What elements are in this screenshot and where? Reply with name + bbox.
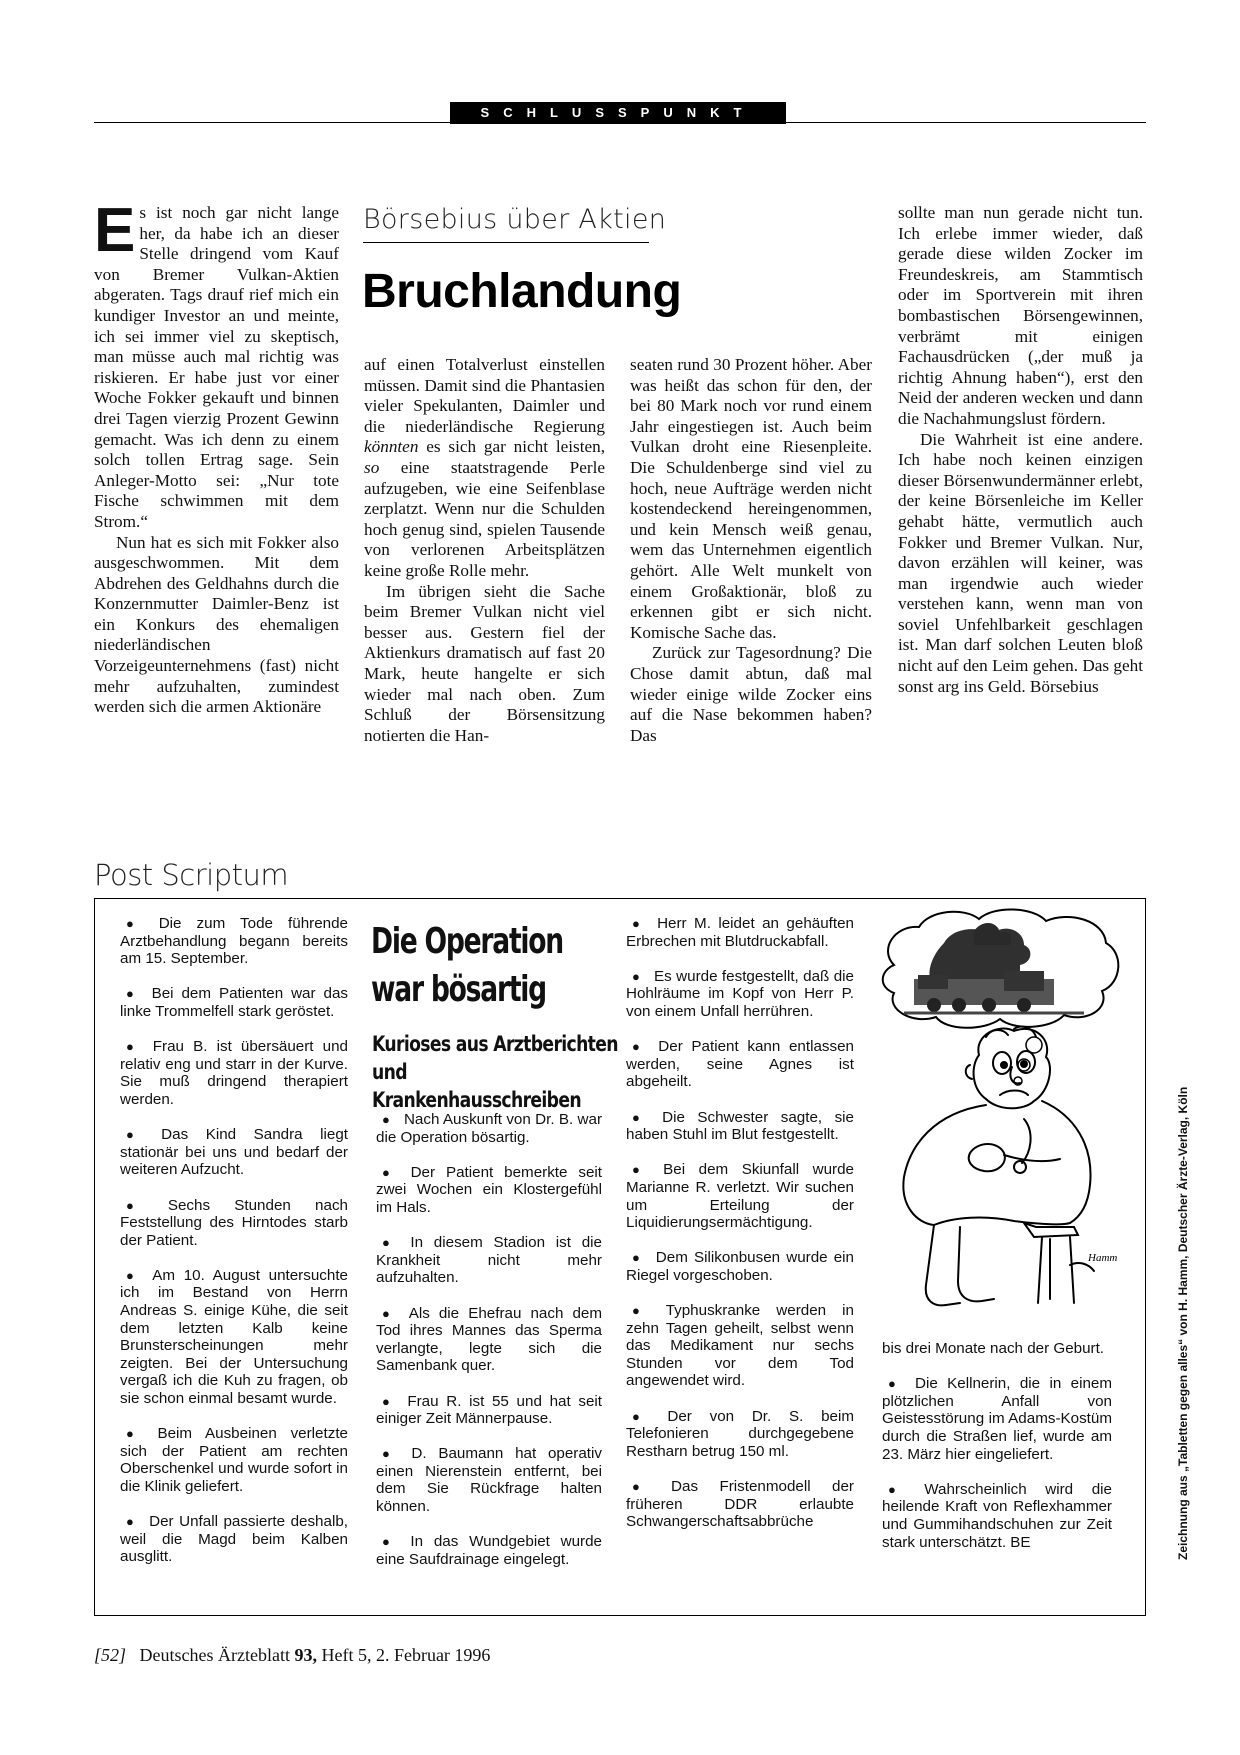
- list-item: ● Das Kind Sandra liegt stationär bei uns und bedarf der weiteren Aufzucht.: [120, 1126, 348, 1179]
- list-item: ● Als die Ehefrau nach dem Tod ihres Mannes das Sperma verlangte, legte sich die Samenbank quer.: [376, 1304, 602, 1375]
- journal-issue: Heft 5, 2. Februar 1996: [321, 1645, 491, 1665]
- list-item: ● Der von Dr. S. beim Telefonieren durchgegebene Restharn betrug 150 ml.: [626, 1407, 855, 1460]
- list-item: ● Die zum Tode führende Arztbehandlung begann bereits am 15. September.: [120, 915, 348, 968]
- cartoon-signature: Hamm: [1088, 1252, 1118, 1264]
- postscriptum-column-1: [120, 915, 348, 1584]
- bullet-icon: ●: [126, 1127, 148, 1143]
- bullet-icon: ●: [126, 1514, 136, 1530]
- bullet-icon: ●: [632, 1250, 642, 1266]
- bullet-icon: ●: [382, 1164, 397, 1180]
- bullet-icon: ●: [126, 1267, 139, 1283]
- article-paragraph: auf einen Totalverlust einstellen müssen. Damit sind die Phantasien vieler Spekulanten, Daimler und die niederländische Regierung könnten es sich gar nicht leisten, so eine staatstragende Perle aufzugeben, wie eine Seifenblase zerplatzt. Wenn nur die Schulden hoch genug sind, spielen Tausende von verlorenen Arbeitsplätzen keine große Rolle mehr.: [364, 355, 605, 580]
- bullet-icon: ●: [382, 1534, 397, 1550]
- postscriptum-column-2: [376, 1111, 602, 1586]
- bullet-icon: ●: [632, 1109, 649, 1125]
- bullet-icon: ●: [382, 1393, 394, 1409]
- sitting-man: [903, 1027, 1094, 1306]
- article-paragraph: Nun hat es sich mit Fokker also ausgeschwommen. Mit dem Abdrehen des Geldhahns durch die Konzernmutter Daimler-Benz ist ein Konkurs des ehemaligen niederländischen Vorzeigeunternehmens (fast) nicht mehr aufzuhalten, zumindest werden sich die armen Aktionäre: [94, 532, 339, 717]
- list-item: ● Der Patient kann entlassen werden, seine Agnes ist abgeheilt.: [626, 1038, 854, 1091]
- list-item: ● Bei dem Skiunfall wurde Marianne R. verletzt. Wir suchen um Erteilung der Liquidierungsermächtigung.: [626, 1161, 854, 1232]
- postscriptum-column-3: [626, 915, 854, 1548]
- list-item: ● Der Patient bemerkte seit zwei Wochen ein Klostergefühl im Hals.: [376, 1163, 603, 1216]
- page-footer: [94, 1645, 490, 1666]
- journal-volume: 93,: [294, 1645, 317, 1665]
- article-paragraph: seaten rund 30 Prozent höher. Aber was heißt das schon für den, der bei 80 Mark noch vor rund einem Jahr eingestiegen ist. Auch beim Vulkan droht eine Riesenpleite. Die Schuldenberge sind viel zu hoch, neue Aufträge werden nicht kostendeckend hereingenommen, und kein Mensch weiß genau, wem das Unternehmen eigentlich gehört. Alle Welt munkelt von einem Großaktionär, bloß zu erkennen gibt er sich nicht. Komische Sache das.: [630, 355, 872, 642]
- cartoon-credit: Zeichnung aus „Tabletten gegen alles“ von H. Hamm, Deutscher Ärzte-Verlag, Köln: [1176, 1086, 1190, 1560]
- bullet-icon: ●: [382, 1235, 397, 1251]
- list-item: ● Herr M. leidet an gehäuften Erbrechen mit Blutdruckabfall.: [626, 915, 854, 950]
- cartoon-illustration: [874, 905, 1128, 1325]
- bullet-icon: ●: [126, 916, 145, 931]
- thought-cloud: [883, 909, 1119, 1085]
- article-headline: Bruchlandung: [362, 265, 682, 318]
- list-item: ● Die Schwester sagte, sie haben Stuhl im Blut festgestellt.: [626, 1108, 854, 1144]
- postscriptum-title: Post Scriptum: [94, 858, 289, 892]
- postscriptum-column-4: [882, 1340, 1112, 1569]
- list-item: ● Nach Auskunft von Dr. B. war die Operation bösartig.: [376, 1111, 603, 1146]
- list-item: ● Wahrscheinlich wird die heilende Kraft von Reflexhammer und Gummihandschuhen zur Zeit stark unterschätzt. BE: [882, 1480, 1112, 1551]
- bullet-icon: ●: [126, 1039, 139, 1055]
- bullet-icon: ●: [632, 1303, 652, 1319]
- kicker-rule: [363, 242, 649, 243]
- bullet-icon: ●: [632, 916, 644, 931]
- page-number: [52]: [94, 1645, 127, 1665]
- bullet-icon: ●: [632, 1162, 650, 1178]
- list-item: ● Bei dem Patienten war das linke Trommelfell stark geröstet.: [120, 985, 348, 1020]
- bullet-icon: ●: [632, 968, 641, 984]
- bullet-icon: ●: [126, 1426, 144, 1442]
- list-item-continuation: bis drei Monate nach der Geburt.: [882, 1340, 1105, 1357]
- article-column-2: [364, 355, 605, 746]
- bullet-icon: ●: [382, 1305, 395, 1321]
- list-item: ● Der Unfall passierte deshalb, weil die Magd beim Kalben ausglitt.: [120, 1513, 348, 1566]
- bullet-icon: ●: [632, 1479, 658, 1494]
- bullet-icon: ●: [382, 1446, 398, 1462]
- drop-cap: E: [94, 196, 136, 265]
- article-paragraph: Die Wahrheit ist eine andere. Ich habe noch keinen einzigen dieser Börsenwundermänner erlebt, der keine Börsenleiche im Keller gehabt hätte, vermutlich auch Fokker und Bremer Vulkan. Nur, davon erzählen will keiner, was man irgendwie auch wieder verstehen kann, wenn man von soviel Unfehlbarkeit geschlagen ist. Man darf solchen Leuten bloß nicht auf den Leim gehen. Das geht sonst arg ins Geld. Börsebius: [898, 429, 1143, 696]
- bullet-icon: ●: [382, 1112, 390, 1127]
- article-column-4: [898, 203, 1143, 697]
- article-column-1: [94, 196, 339, 718]
- list-item: ● Frau R. ist 55 und hat seit einiger Zeit Männerpause.: [376, 1392, 603, 1428]
- bullet-icon: ●: [632, 1039, 645, 1055]
- list-item: ● Dem Silikonbusen wurde ein Riegel vorgeschoben.: [626, 1249, 854, 1284]
- article-kicker: Börsebius über Aktien: [363, 204, 667, 235]
- bullet-icon: ●: [888, 1481, 911, 1497]
- list-item: ● Frau B. ist übersäuert und relativ eng und starr in der Kurve. Sie muß dringend therapiert werden.: [120, 1038, 348, 1108]
- postscriptum-headline: Die Operation war bösartig: [371, 921, 563, 1010]
- postscriptum-subhead: Kurioses aus Arztberichten und Krankenhausschreiben: [372, 1032, 618, 1112]
- bullet-icon: ●: [126, 1197, 154, 1213]
- list-item: ● Die Kellnerin, die in einem plötzlichen Anfall von Geistesstörung im Adams-Kostüm durch die Straßen lief, wurde am 23. März hier eingeliefert.: [882, 1375, 1112, 1463]
- list-item: ● Typhuskranke werden in zehn Tagen geheilt, selbst wenn das Medikament nur sechs Stunden vor dem Tod angewendet wird.: [626, 1302, 855, 1390]
- list-item: ● In diesem Stadion ist die Krankheit nicht mehr aufzuhalten.: [376, 1234, 602, 1287]
- list-item: ● Das Fristenmodell der früheren DDR erlaubte Schwangerschaftsabbrüche: [626, 1478, 854, 1531]
- list-item: ● Sechs Stunden nach Feststellung des Hirntodes starb der Patient.: [120, 1196, 348, 1249]
- list-item: ● Es wurde festgestellt, daß die Hohlräume im Kopf von Herr P. von einem Unfall herrühren.: [626, 967, 854, 1020]
- bullet-icon: ●: [126, 986, 138, 1002]
- article-paragraph: sollte man nun gerade nicht tun. Ich erlebe immer wieder, daß gerade diese wilden Zocker im Freundeskreis, am Stammtisch oder im Sportverein mit ihren bombastischen Börsengewinnen, verbrämt mit einigen Fachausdrücken („der muß ja richtig Ahnung haben“), erst den Neid der anderen wecken und dann die Nachahmungslust fördern.: [898, 203, 1143, 428]
- article-paragraph: Im übrigen sieht die Sache beim Bremer Vulkan nicht viel besser aus. Gestern fiel der Aktienkurs dramatisch auf fast 20 Mark, heute hangelte er sich wieder mal nach oben. Zum Schluß der Börsensitzung notierten die Han-: [364, 581, 605, 745]
- article-paragraph: Zurück zur Tagesordnung? Die Chose damit abtun, daß mal wieder einige wilde Zocker eins auf die Nase bekommen haben? Das: [630, 643, 872, 745]
- article-paragraph: Es ist noch gar nicht lange her, da habe ich an dieser Stelle dringend vom Kauf von Bremer Vulkan-Aktien abgeraten. Tags drauf rief mich ein kundiger Investor an und meinte, ich sei immer viel zu skeptisch, man müsse auch mal richtig was riskieren. Er habe just vor einer Woche Fokker gekauft und binnen drei Tagen vierzig Prozent Gewinn gemacht. Was ich denn zu einem solch tollen Ertrag sage. Sein Anleger-Motto sei: „Nur tote Fische schwimmen mit dem Strom.“: [94, 196, 339, 531]
- list-item: ● In das Wundgebiet wurde eine Saufdrainage eingelegt.: [376, 1533, 602, 1568]
- journal-name: Deutsches Ärzteblatt: [139, 1645, 290, 1665]
- section-label: SCHLUSSPUNKT: [450, 102, 786, 124]
- article-column-3: [630, 355, 872, 746]
- list-item: ● Beim Ausbeinen verletzte sich der Patient am rechten Oberschenkel und wurde sofort in die Klinik geliefert.: [120, 1425, 348, 1495]
- bullet-icon: ●: [888, 1376, 901, 1392]
- list-item: ● Am 10. August untersuchte ich im Bestand von Herrn Andreas S. einige Kühe, die seit dem letzten Kalb keine Brunsterscheinungen mehr zeigten. Bei der Untersuchung vergaß ich die Kuh zu fragen, ob sie schon einmal besamt wurde.: [120, 1266, 348, 1408]
- bullet-icon: ●: [632, 1408, 654, 1424]
- list-item: ● D. Baumann hat operativ einen Nierenstein entfernt, bei dem Sie Rückfrage halten können.: [376, 1445, 602, 1516]
